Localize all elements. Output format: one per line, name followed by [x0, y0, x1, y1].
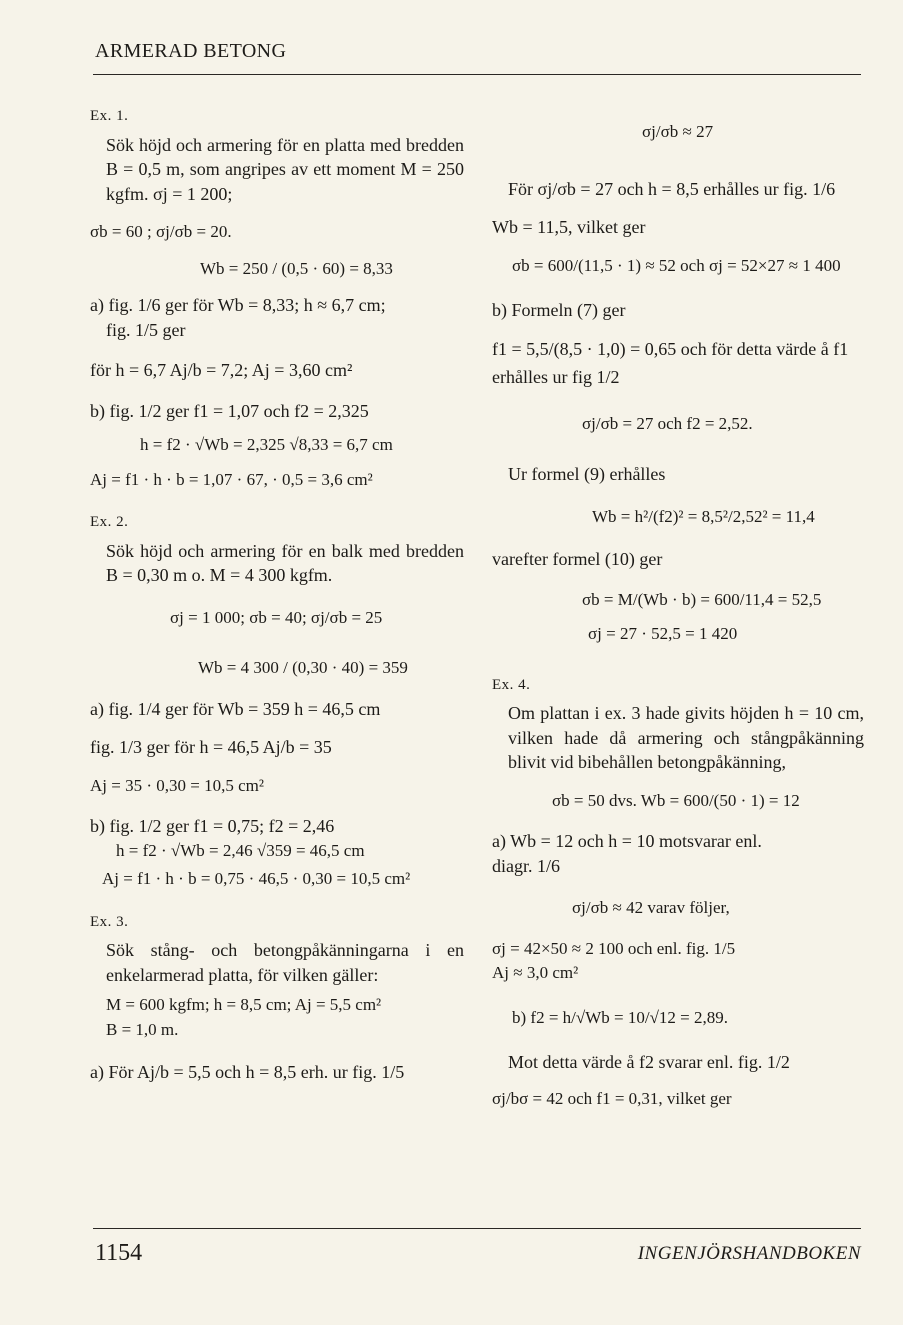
text-line: b) fig. 1/2 ger f1 = 1,07 och f2 = 2,325 — [90, 400, 369, 421]
formula: σj/σb ≈ 42 varav följer, — [572, 898, 730, 917]
formula: b) f2 = h/√Wb = 10/√12 = 2,89. — [512, 1007, 728, 1027]
formula: σj = 42×50 ≈ 2 100 och enl. fig. 1/5 — [492, 938, 736, 958]
formula: Wb = h²/(f2)² = 8,5²/2,52² = 11,4 — [592, 506, 815, 526]
footer-rule — [93, 1228, 861, 1229]
formula: f1 = 5,5/(8,5 · 1,0) = 0,65 och för detta värde å f1 — [492, 338, 849, 359]
formula: σj = 27 · 52,5 = 1 420 — [588, 624, 738, 643]
formula: M = 600 kgfm; h = 8,5 cm; Aj = 5,5 cm² — [106, 995, 382, 1014]
example-text: Sök höjd och armering för en platta med bredden B = 0,5 m, som angripes av ett moment M = 250 kgfm. σj = 1 200; — [106, 134, 464, 204]
example-heading: Ex. 2. — [90, 514, 129, 530]
formula: σb = 600/(11,5 · 1) ≈ 52 och σj = 52×27 ≈ 1 400 — [512, 255, 841, 275]
example-text: Om plattan i ex. 3 hade givits höjden h = 10 cm, vilken hade då armering och stångpåkänning blivit vid bibehållen betongpåkänning, — [508, 703, 864, 772]
formula: B = 1,0 m. — [106, 1019, 179, 1039]
formula: Aj = f1 · h · b = 0,75 · 46,5 · 0,30 = 10,5 cm² — [102, 869, 411, 888]
text-line: erhålles ur fig 1/2 — [492, 367, 620, 387]
text-line: Mot detta värde å f2 svarar enl. fig. 1/2 — [508, 1052, 790, 1072]
formula: h = f2 · √Wb = 2,46 √359 = 46,5 cm — [116, 840, 365, 860]
page-number: 1154 — [95, 1240, 143, 1266]
text-line: fig. 1/3 ger för h = 46,5 Aj/b = 35 — [90, 737, 332, 757]
book-title: INGENJÖRSHANDBOKEN — [637, 1243, 861, 1264]
text-line: För σj/σb = 27 och h = 8,5 erhålles ur fig. 1/6 — [508, 178, 836, 199]
header-rule — [93, 74, 861, 75]
formula: σb = 50 dvs. Wb = 600/(50 · 1) = 12 — [552, 790, 800, 810]
formula: Aj = 35 · 0,30 = 10,5 cm² — [90, 775, 264, 795]
example-heading: Ex. 4. — [492, 676, 531, 693]
formula: Aj ≈ 3,0 cm² — [492, 963, 579, 982]
example-text: Sök stång- och betongpåkänningarna i en enkelarmerad platta, för vilken gäller: — [106, 940, 464, 985]
text-line: Ur formel (9) erhålles — [508, 464, 666, 484]
text-line: a) Wb = 12 och h = 10 motsvarar enl. — [492, 831, 762, 851]
formula: Wb = 4 300 / (0,30 · 40) = 359 — [198, 658, 408, 677]
text-line: varefter formel (10) ger — [492, 549, 663, 569]
text-line: a) fig. 1/6 ger för Wb = 8,33; h ≈ 6,7 cm; — [90, 295, 386, 315]
formula: för h = 6,7 Aj/b = 7,2; Aj = 3,60 cm² — [90, 360, 353, 380]
formula: σb = M/(Wb · b) = 600/11,4 = 52,5 — [582, 589, 822, 609]
example-heading: Ex. 3. — [90, 913, 129, 930]
text-line: a) fig. 1/4 ger för Wb = 359 h = 46,5 cm — [90, 698, 381, 719]
formula: Wb = 250 / (0,5 · 60) = 8,33 — [200, 258, 393, 278]
right-column — [492, 120, 864, 1111]
formula: σb = 60 ; σj/σb = 20. — [90, 222, 232, 241]
formula: σj/σb = 27 och f2 = 2,52. — [582, 413, 753, 433]
example-text: Sök höjd och armering för en balk med bredden B = 0,30 m o. M = 4 300 kgfm. — [106, 540, 464, 585]
formula: σj = 1 000; σb = 40; σj/σb = 25 — [170, 607, 383, 627]
left-column — [90, 104, 464, 1085]
formula: σj/σb ≈ 27 — [642, 122, 714, 141]
running-title: ARMERAD BETONG — [95, 40, 287, 62]
formula: σj/bσ = 42 och f1 = 0,31, vilket ger — [492, 1088, 732, 1108]
formula: h = f2 · √Wb = 2,325 √8,33 = 6,7 cm — [140, 435, 393, 454]
text-line: b) fig. 1/2 ger f1 = 0,75; f2 = 2,46 — [90, 816, 335, 836]
text-line: b) Formeln (7) ger — [492, 300, 626, 320]
text-line: Wb = 11,5, vilket ger — [492, 217, 646, 237]
text-line: diagr. 1/6 — [492, 855, 560, 876]
text-line: a) För Aj/b = 5,5 och h = 8,5 erh. ur fig. 1/5 — [90, 1062, 405, 1082]
example-heading: Ex. 1. — [90, 108, 129, 124]
text-line: fig. 1/5 ger — [106, 319, 186, 340]
formula: Aj = f1 · h · b = 1,07 · 67, · 0,5 = 3,6 cm² — [90, 469, 373, 489]
